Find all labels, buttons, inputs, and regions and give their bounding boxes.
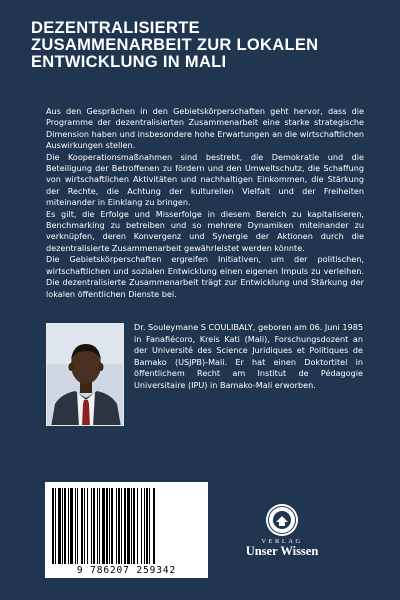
title-line: ZUSAMMENARBEIT ZUR LOKALEN [31, 36, 319, 54]
title-line: ENTWICKLUNG IN MALI [31, 53, 227, 71]
blurb-paragraph: Die Kooperationsmaßnahmen sind bestrebt, die Demokratie und die Beteiligung der Betroffenen zu fördern und den Umweltschutz, die Schaffung von wirtschaftlichen Aktivitäten und nachhaltigen Einkommen, die Stärkung der Rechte, die Achtung der kulturellen Vielfalt und der Freiheiten miteinander in Einklang zu bringen. [46, 151, 364, 208]
author-bio: Dr. Souleymane S COULIBALY, geboren am 06. Juni 1985 in Fanafiécoro, Kreis Kati (Mali), Forschungsdozent an der Université des Science Juridiques et Politiques de Bamako (USJPB)-Mali. Er hat einen Doktortitel in öffentlichem Recht am Institut de Pédagogie Universitaire (IPU) in Bamako-Mali erworben. [134, 322, 363, 390]
publisher-logo [236, 503, 328, 573]
blurb-paragraph: Die Gebietskörperschaften ergreifen Initiativen, um der politischen, wirtschaftlichen und sozialen Entwicklung einen eigenen Impuls zu verleihen. Die dezentralisierte Zusammenarbeit trägt zur Entwicklung und Stärkung der lokalen öffentlichen Dienste bei. [46, 254, 364, 299]
title-line: DEZENTRALISIERTE [31, 19, 200, 37]
book-blurb [46, 106, 364, 300]
isbn-number: 9 786207 259342 [76, 565, 177, 576]
publisher-label: VERLAG [261, 538, 303, 545]
blurb-paragraph: Aus den Gesprächen in den Gebietskörperschaften geht hervor, dass die Programme der dezentralisierten Zusammenarbeit eine starke strategische Dimension haben und insbesondere hohe Erwartungen an die wirtschaftlichen Auswirkungen stellen. [46, 106, 364, 151]
publisher-seal-icon [265, 503, 299, 537]
barcode [51, 488, 202, 564]
isbn-barcode [45, 482, 208, 578]
publisher-name: Unser Wissen [245, 544, 319, 558]
book-title [31, 20, 376, 71]
author-portrait [47, 324, 124, 426]
blurb-paragraph: Es gilt, die Erfolge und Misserfolge in diesem Bereich zu kapitalisieren, Benchmarking zu betreiben und so mehrere Dynamiken miteinander zu verknüpfen, deren Konvergenz und Synergie der Aktionen durch die dezentralisierte Zusammenarbeit gewährleistet werden könnte. [46, 208, 364, 253]
author-photo [46, 323, 124, 426]
